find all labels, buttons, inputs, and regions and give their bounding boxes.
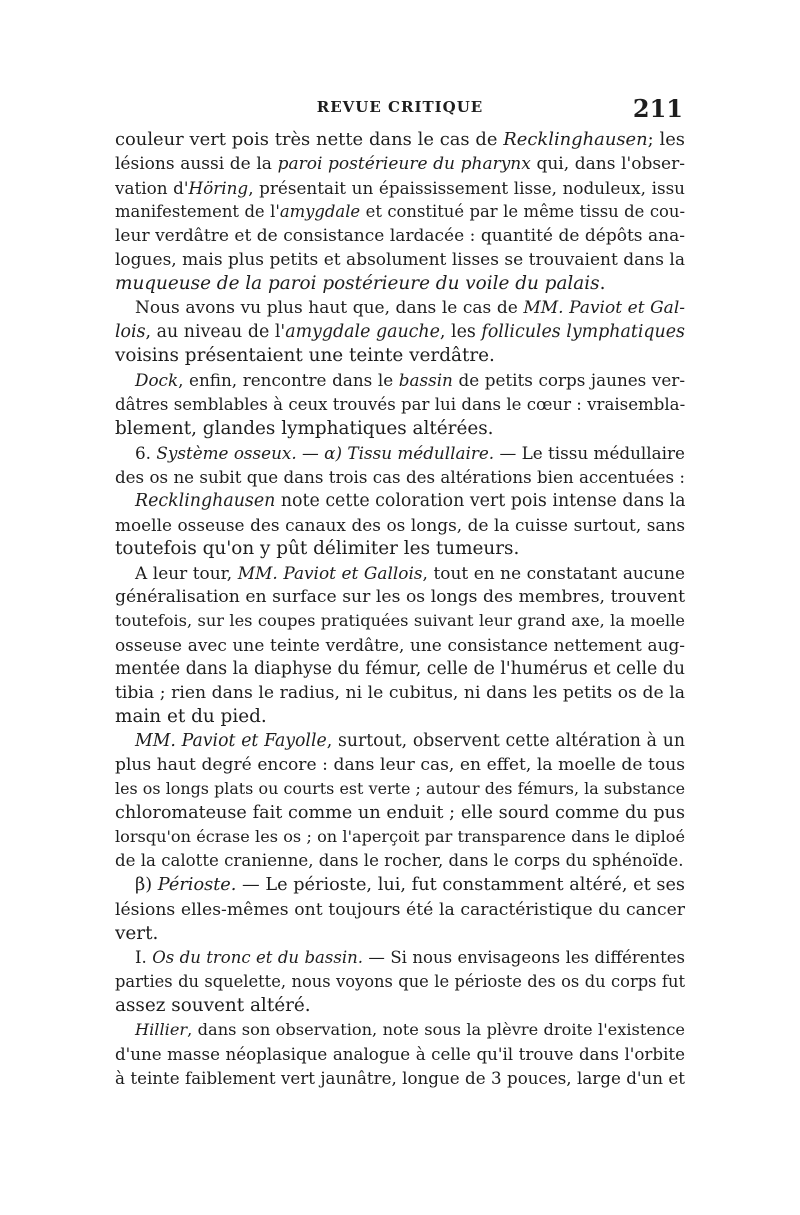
italic-text-run: MM. Paviot et Gal- — [523, 298, 685, 319]
text-run: moelle osseuse des canaux des os longs, de la cuisse surtout, sans — [115, 514, 685, 535]
italic-text-run: Système osseux. — α) Tissu médullaire. — [156, 442, 495, 463]
italic-text-run: Recklinghausen — [503, 129, 648, 150]
text-line — [115, 946, 685, 970]
text-line — [115, 1066, 685, 1090]
text-run: — Le périoste, lui, fut constamment altéré, et ses — [236, 875, 685, 896]
text-line — [115, 537, 685, 561]
italic-text-run: follicules lymphatiques — [481, 322, 685, 343]
page-header — [115, 94, 685, 123]
text-run: plus haut degré encore : dans leur cas, en effet, la moelle de tous — [115, 755, 685, 776]
text-run: assez souvent altéré. — [115, 994, 311, 1016]
text-line — [115, 753, 685, 777]
text-run: , tout en ne constatant aucune — [422, 562, 685, 583]
text-line — [115, 825, 685, 849]
text-line — [115, 970, 685, 994]
text-line — [115, 898, 685, 922]
text-run: couleur vert pois très nette dans le cas de — [115, 129, 504, 150]
text-run: qui, dans l'obser- — [530, 154, 685, 175]
text-line — [115, 681, 685, 705]
text-line — [115, 224, 685, 248]
text-run: logues, mais plus petits et absolument lisses se trouvaient dans la — [115, 250, 685, 271]
italic-text-run: MM. Paviot et Gallois — [237, 562, 423, 583]
text-run: — Le tissu médullaire — [494, 442, 685, 463]
text-line — [115, 465, 685, 489]
text-run: de la calotte cranienne, dans le rocher, dans le corps du sphénoïde. — [115, 851, 684, 871]
text-run: main et du pied. — [115, 706, 267, 728]
text-line — [115, 152, 685, 176]
italic-text-run: lois — [115, 322, 146, 343]
text-run: ; les — [647, 129, 685, 150]
text-run: tibia ; rien dans le radius, ni le cubitus, ni dans les petits os de la — [115, 683, 685, 704]
text-run: chloromateuse fait comme un enduit ; elle sourd comme du pus — [115, 803, 685, 824]
text-run: d'une masse néoplasique analogue à celle qu'il trouve dans l'orbite — [115, 1043, 685, 1064]
text-line — [115, 489, 685, 513]
text-line — [115, 873, 685, 897]
text-line — [115, 200, 685, 224]
italic-text-run: Höring — [188, 178, 249, 199]
text-run: , au niveau de l' — [145, 322, 286, 343]
text-line — [115, 585, 685, 609]
text-line — [115, 609, 685, 633]
running-title: REVUE CRITIQUE — [316, 98, 484, 116]
text-run: I. — [135, 947, 153, 967]
text-run: lésions aussi de la — [115, 154, 278, 175]
text-run: toutefois, sur les coupes pratiquées suivant leur grand axe, la moelle — [115, 610, 685, 630]
text-line — [115, 417, 685, 441]
text-run: , enfin, rencontre dans le — [178, 370, 399, 391]
text-run: manifestement de l' — [115, 202, 280, 222]
page-number: 211 — [632, 94, 683, 123]
italic-text-run: Os du tronc et du bassin. — [152, 947, 363, 967]
text-line — [115, 729, 685, 753]
text-run: des os ne subit que dans trois cas des altérations bien accentuées : — [115, 466, 685, 487]
text-line — [115, 368, 685, 392]
text-line — [115, 777, 685, 801]
text-run: Nous avons vu plus haut que, dans le cas de — [135, 298, 524, 319]
text-run: généralisation en surface sur les os longs des membres, trouvent — [115, 586, 685, 607]
text-line — [115, 922, 685, 946]
text-run: vert. — [115, 922, 159, 944]
text-run: lorsqu'on écrase les os ; on l'aperçoit par transparence dans le diploé — [115, 827, 685, 847]
text-run: voisins présentaient une teinte verdâtre. — [115, 345, 495, 367]
italic-text-run: Recklinghausen — [135, 490, 276, 511]
text-line — [115, 344, 685, 368]
italic-text-run: amygdale — [279, 202, 361, 222]
text-run: lésions elles-mêmes ont toujours été la caractéristique du cancer — [115, 899, 685, 920]
text-line — [115, 1018, 685, 1042]
text-run: note cette coloration vert pois intense dans la — [275, 490, 685, 511]
italic-text-run: bassin — [398, 370, 453, 391]
text-line — [115, 441, 685, 465]
text-line — [115, 513, 685, 537]
text-run: , présentait un épaississement lisse, noduleux, issu — [248, 178, 685, 199]
text-run: osseuse avec une teinte verdâtre, une consistance nettement aug- — [115, 634, 685, 655]
text-run: , les — [439, 322, 482, 343]
italic-text-run: Périoste. — [157, 875, 237, 896]
italic-text-run: Dock — [135, 370, 179, 391]
text-run: — Si nous envisageons les différentes — [362, 947, 685, 967]
italic-text-run: amygdale gauche — [285, 322, 440, 343]
text-run: parties du squelette, nous voyons que le périoste des os du corps fut — [115, 971, 685, 991]
text-run: de petits corps jaunes ver- — [452, 370, 685, 391]
text-run: blement, glandes lymphatiques altérées. — [115, 417, 494, 439]
text-run: à teinte faiblement vert jaunâtre, longue de 3 pouces, large d'un et — [115, 1067, 685, 1088]
text-run: . — [599, 273, 606, 295]
text-run: les os longs plats ou courts est verte ; autour des fémurs, la substance — [115, 779, 685, 799]
text-line — [115, 801, 685, 825]
text-line — [115, 296, 685, 320]
text-run: 6. — [135, 442, 157, 463]
body-text — [115, 128, 685, 1090]
text-run: vation d' — [115, 178, 189, 199]
text-line — [115, 994, 685, 1018]
text-run: A leur tour, — [135, 562, 238, 583]
text-line — [115, 320, 685, 344]
text-run: leur verdâtre et de consistance lardacée : quantité de dépôts ana- — [115, 226, 685, 247]
text-line — [115, 1042, 685, 1066]
text-line — [115, 633, 685, 657]
text-line — [115, 657, 685, 681]
italic-text-run: Hillier — [135, 1019, 188, 1039]
text-run: , dans son observation, note sous la plèvre droite l'existence — [187, 1019, 685, 1039]
italic-text-run: muqueuse de la paroi postérieure du voile du palais — [115, 273, 600, 295]
text-line — [115, 705, 685, 729]
text-run: β) — [135, 875, 158, 896]
text-line — [115, 561, 685, 585]
text-line — [115, 272, 685, 296]
italic-text-run: MM. Paviot et Fayolle — [135, 731, 327, 752]
text-run: et constitué par le même tissu de cou- — [360, 202, 685, 222]
text-run: toutefois qu'on y pût délimiter les tumeurs. — [115, 537, 520, 559]
text-run: mentée dans la diaphyse du fémur, celle de l'humérus et celle du — [115, 659, 685, 680]
italic-text-run: paroi postérieure du pharynx — [277, 154, 531, 175]
text-line — [115, 248, 685, 272]
text-line — [115, 849, 685, 873]
text-run: dâtres semblables à ceux trouvés par lui dans le cœur : vraisembla- — [115, 394, 685, 414]
text-line — [115, 393, 685, 417]
text-line — [115, 128, 685, 152]
text-run: , surtout, observent cette altération à un — [326, 731, 685, 752]
text-line — [115, 176, 685, 200]
